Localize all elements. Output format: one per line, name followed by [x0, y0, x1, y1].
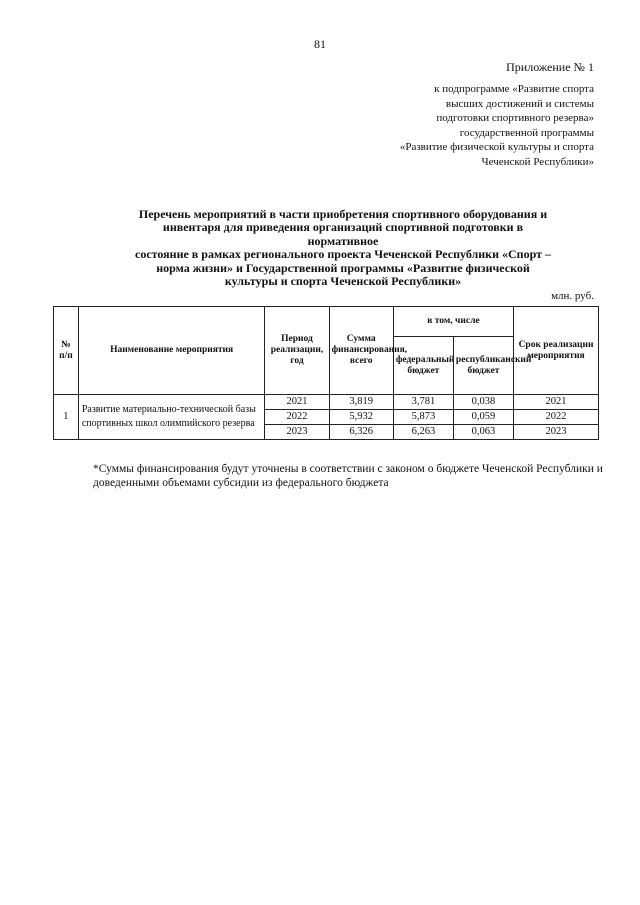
- events-table: [53, 306, 599, 440]
- page-number: 81: [314, 37, 326, 51]
- cell-deadline: 2022: [514, 410, 599, 425]
- title-line: нормативное: [307, 233, 379, 248]
- appendix-line: к подпрограмме «Развитие спорта: [434, 83, 594, 95]
- appendix-line: высших достижений и системы: [445, 97, 594, 110]
- cell-period: 2022: [265, 410, 329, 425]
- footnote: *Суммы финансирования будут уточнены в соответствии с законом о бюджете Чеченской Республики и доведенными объемами субсидии из федерального бюджета: [93, 463, 603, 489]
- header-name: Наименование мероприятия: [78, 307, 265, 395]
- header-period: Период реализации, год: [265, 307, 329, 395]
- cell-sum: 3,819: [329, 395, 393, 410]
- title-line: культуры и спорта Чеченской Республики»: [224, 274, 462, 289]
- cell-federal: 6,263: [393, 425, 453, 440]
- appendix-line: Чеченской Республики»: [481, 155, 594, 168]
- title-line: состояние в рамках регионального проекта Чеченской Республики «Спорт –: [135, 247, 551, 262]
- title-line: инвентаря для приведения организаций спортивной подготовки в: [162, 220, 524, 235]
- cell-sum: 5,932: [329, 410, 393, 425]
- cell-deadline: 2021: [514, 395, 599, 410]
- title-line: Перечень мероприятий в части приобретения спортивного оборудования и: [138, 207, 548, 221]
- row-number: 1: [54, 395, 79, 440]
- cell-federal: 3,781: [393, 395, 453, 410]
- units-label: млн. руб.: [551, 290, 594, 302]
- appendix-line: «Развитие физической культуры и спорта: [399, 141, 594, 154]
- cell-republic: 0,063: [453, 425, 513, 440]
- event-name: Развитие материально-технической базы спортивных школ олимпийского резерва: [78, 395, 265, 440]
- cell-federal: 5,873: [393, 410, 453, 425]
- appendix-text: [294, 82, 594, 170]
- header-including: в том, числе: [393, 307, 513, 337]
- header-deadline: Срок реализации мероприятия: [514, 307, 599, 395]
- appendix-line: государственной программы: [459, 126, 594, 139]
- cell-period: 2021: [265, 395, 329, 410]
- cell-sum: 6,326: [329, 425, 393, 440]
- appendix-line: подготовки спортивного резерва»: [436, 112, 594, 125]
- header-sum: Сумма финансирования, всего: [329, 307, 393, 395]
- header-republic: республиканский бюджет: [453, 337, 513, 395]
- cell-republic: 0,038: [453, 395, 513, 410]
- appendix-title: Приложение № 1: [506, 60, 594, 74]
- cell-republic: 0,059: [453, 410, 513, 425]
- document-title: [88, 208, 598, 288]
- cell-deadline: 2023: [514, 425, 599, 440]
- cell-period: 2023: [265, 425, 329, 440]
- header-federal: федеральный бюджет: [393, 337, 453, 395]
- title-line: норма жизни» и Государственной программы «Развитие физической: [156, 260, 530, 275]
- header-num: № п/п: [54, 307, 79, 395]
